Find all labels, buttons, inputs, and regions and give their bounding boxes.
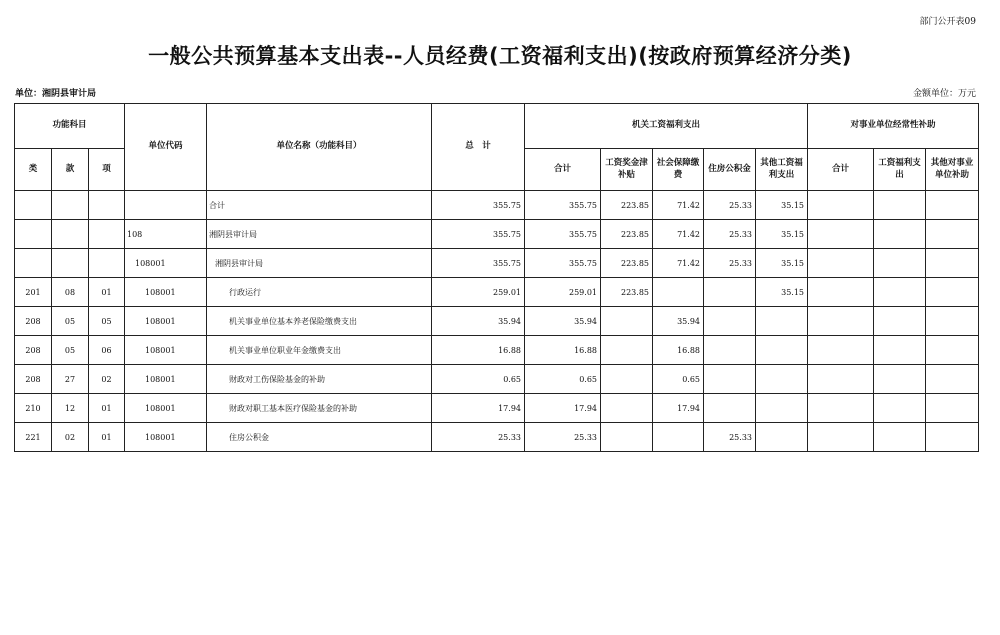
page-title: 一般公共预算基本支出表--人员经费(工资福利支出)(按政府预算经济分类) — [148, 44, 852, 68]
header-org-other: 其他工资福利支出 — [756, 149, 808, 191]
table-row — [15, 191, 979, 220]
cell-org-sum: 355.75 — [525, 191, 601, 220]
cell-lei — [15, 191, 52, 220]
table-row — [15, 307, 979, 336]
cell-org-sum: 35.94 — [525, 307, 601, 336]
cell-xiang — [89, 191, 125, 220]
header-func-subject: 功能科目 — [15, 104, 125, 149]
cell-total: 16.88 — [432, 336, 525, 365]
cell-sub-salary — [874, 307, 926, 336]
cell-org-social: 17.94 — [653, 394, 704, 423]
cell-unit-name: 湘阴县审计局 — [207, 249, 432, 278]
cell-org-other: 35.15 — [756, 278, 808, 307]
cell-unit-code: 108001 — [125, 423, 207, 452]
cell-xiang: 06 — [89, 336, 125, 365]
budget-table — [14, 103, 979, 452]
cell-unit-name: 机关事业单位职业年金缴费支出 — [207, 336, 432, 365]
cell-unit-name: 住房公积金 — [207, 423, 432, 452]
cell-org-sum: 17.94 — [525, 394, 601, 423]
cell-sub-sum — [808, 278, 874, 307]
header-org-salary: 工资奖金津补贴 — [601, 149, 653, 191]
cell-unit-code: 108001 — [125, 365, 207, 394]
cell-sub-sum — [808, 336, 874, 365]
cell-unit-name: 财政对职工基本医疗保险基金的补助 — [207, 394, 432, 423]
cell-org-social — [653, 423, 704, 452]
cell-xiang: 01 — [89, 394, 125, 423]
cell-org-salary: 223.85 — [601, 191, 653, 220]
table-row — [15, 365, 979, 394]
cell-kuan: 02 — [52, 423, 89, 452]
cell-org-salary: 223.85 — [601, 278, 653, 307]
cell-org-housing: 25.33 — [704, 423, 756, 452]
cell-unit-code: 108001 — [125, 394, 207, 423]
cell-org-salary: 223.85 — [601, 249, 653, 278]
cell-org-housing — [704, 365, 756, 394]
cell-org-salary: 223.85 — [601, 220, 653, 249]
cell-org-salary — [601, 423, 653, 452]
cell-sub-other — [926, 191, 979, 220]
cell-unit-name: 湘阴县审计局 — [207, 220, 432, 249]
cell-lei: 208 — [15, 307, 52, 336]
header-total: 总 计 — [432, 104, 525, 191]
cell-unit-name: 财政对工伤保险基金的补助 — [207, 365, 432, 394]
cell-sub-sum — [808, 191, 874, 220]
cell-org-sum: 355.75 — [525, 249, 601, 278]
cell-org-housing — [704, 336, 756, 365]
cell-org-other — [756, 336, 808, 365]
cell-xiang: 02 — [89, 365, 125, 394]
cell-org-other: 35.15 — [756, 191, 808, 220]
table-row — [15, 423, 979, 452]
cell-sub-salary — [874, 220, 926, 249]
cell-org-housing: 25.33 — [704, 191, 756, 220]
header-org-group: 机关工资福利支出 — [525, 104, 808, 149]
cell-org-sum: 259.01 — [525, 278, 601, 307]
cell-sub-other — [926, 336, 979, 365]
cell-unit-name: 合计 — [207, 191, 432, 220]
cell-total: 0.65 — [432, 365, 525, 394]
cell-total: 25.33 — [432, 423, 525, 452]
cell-org-sum: 25.33 — [525, 423, 601, 452]
cell-xiang — [89, 249, 125, 278]
cell-unit-code — [125, 191, 207, 220]
cell-unit-code: 108001 — [125, 307, 207, 336]
cell-xiang — [89, 220, 125, 249]
cell-sub-other — [926, 307, 979, 336]
cell-org-salary — [601, 336, 653, 365]
table-row — [15, 278, 979, 307]
cell-org-salary — [601, 394, 653, 423]
cell-sub-salary — [874, 423, 926, 452]
header-xiang: 项 — [89, 149, 125, 191]
cell-org-sum: 355.75 — [525, 220, 601, 249]
cell-lei: 221 — [15, 423, 52, 452]
cell-sub-salary — [874, 191, 926, 220]
table-row — [15, 249, 979, 278]
cell-org-other — [756, 365, 808, 394]
cell-total: 259.01 — [432, 278, 525, 307]
cell-kuan: 08 — [52, 278, 89, 307]
cell-org-housing — [704, 394, 756, 423]
cell-lei — [15, 249, 52, 278]
cell-sub-salary — [874, 336, 926, 365]
header-sub-group: 对事业单位经常性补助 — [808, 104, 979, 149]
header-unit-code: 单位代码 — [125, 104, 207, 191]
cell-unit-name: 行政运行 — [207, 278, 432, 307]
cell-org-social: 71.42 — [653, 220, 704, 249]
cell-xiang: 01 — [89, 423, 125, 452]
cell-kuan — [52, 220, 89, 249]
cell-org-social: 71.42 — [653, 191, 704, 220]
cell-total: 355.75 — [432, 249, 525, 278]
cell-unit-code: 108001 — [125, 249, 207, 278]
cell-sub-sum — [808, 307, 874, 336]
cell-total: 355.75 — [432, 220, 525, 249]
cell-org-housing — [704, 278, 756, 307]
cell-lei: 210 — [15, 394, 52, 423]
cell-org-sum: 0.65 — [525, 365, 601, 394]
cell-sub-other — [926, 278, 979, 307]
cell-sub-salary — [874, 278, 926, 307]
cell-lei — [15, 220, 52, 249]
header-unit-name: 单位名称（功能科目） — [207, 104, 432, 191]
cell-org-social: 16.88 — [653, 336, 704, 365]
cell-sub-other — [926, 365, 979, 394]
cell-xiang: 01 — [89, 278, 125, 307]
cell-total: 355.75 — [432, 191, 525, 220]
header-kuan: 款 — [52, 149, 89, 191]
table-row — [15, 394, 979, 423]
unit-label: 单位：湘阴县审计局 — [15, 89, 97, 99]
cell-org-other: 35.15 — [756, 249, 808, 278]
cell-kuan — [52, 249, 89, 278]
cell-sub-other — [926, 423, 979, 452]
cell-unit-code: 108 — [125, 220, 207, 249]
cell-sub-salary — [874, 249, 926, 278]
cell-org-social: 35.94 — [653, 307, 704, 336]
cell-org-housing: 25.33 — [704, 249, 756, 278]
table-row — [15, 220, 979, 249]
cell-kuan: 05 — [52, 336, 89, 365]
cell-sub-sum — [808, 423, 874, 452]
cell-unit-code: 108001 — [125, 336, 207, 365]
cell-unit-code: 108001 — [125, 278, 207, 307]
cell-org-salary — [601, 307, 653, 336]
cell-sub-other — [926, 394, 979, 423]
header-org-social: 社会保障缴费 — [653, 149, 704, 191]
header-org-sum: 合计 — [525, 149, 601, 191]
cell-org-social — [653, 278, 704, 307]
cell-kuan — [52, 191, 89, 220]
form-number: 部门公开表09 — [919, 17, 976, 27]
cell-sub-sum — [808, 249, 874, 278]
header-sub-sum: 合计 — [808, 149, 874, 191]
table-row — [15, 336, 979, 365]
cell-kuan: 05 — [52, 307, 89, 336]
cell-lei: 208 — [15, 365, 52, 394]
cell-total: 17.94 — [432, 394, 525, 423]
cell-kuan: 27 — [52, 365, 89, 394]
header-org-housing: 住房公积金 — [704, 149, 756, 191]
cell-org-other — [756, 394, 808, 423]
cell-lei: 208 — [15, 336, 52, 365]
cell-lei: 201 — [15, 278, 52, 307]
cell-sub-other — [926, 249, 979, 278]
cell-sub-sum — [808, 394, 874, 423]
cell-sub-sum — [808, 220, 874, 249]
cell-sub-sum — [808, 365, 874, 394]
header-sub-other: 其他对事业单位补助 — [926, 149, 979, 191]
cell-kuan: 12 — [52, 394, 89, 423]
cell-sub-other — [926, 220, 979, 249]
cell-org-sum: 16.88 — [525, 336, 601, 365]
header-sub-salary: 工资福利支出 — [874, 149, 926, 191]
cell-org-other: 35.15 — [756, 220, 808, 249]
header-lei: 类 — [15, 149, 52, 191]
cell-unit-name: 机关事业单位基本养老保险缴费支出 — [207, 307, 432, 336]
cell-org-housing: 25.33 — [704, 220, 756, 249]
cell-sub-salary — [874, 365, 926, 394]
cell-org-social: 0.65 — [653, 365, 704, 394]
cell-org-housing — [704, 307, 756, 336]
cell-org-other — [756, 423, 808, 452]
cell-org-other — [756, 307, 808, 336]
cell-sub-salary — [874, 394, 926, 423]
amount-unit-label: 金额单位：万元 — [912, 89, 976, 99]
cell-org-salary — [601, 365, 653, 394]
cell-total: 35.94 — [432, 307, 525, 336]
cell-xiang: 05 — [89, 307, 125, 336]
cell-org-social: 71.42 — [653, 249, 704, 278]
